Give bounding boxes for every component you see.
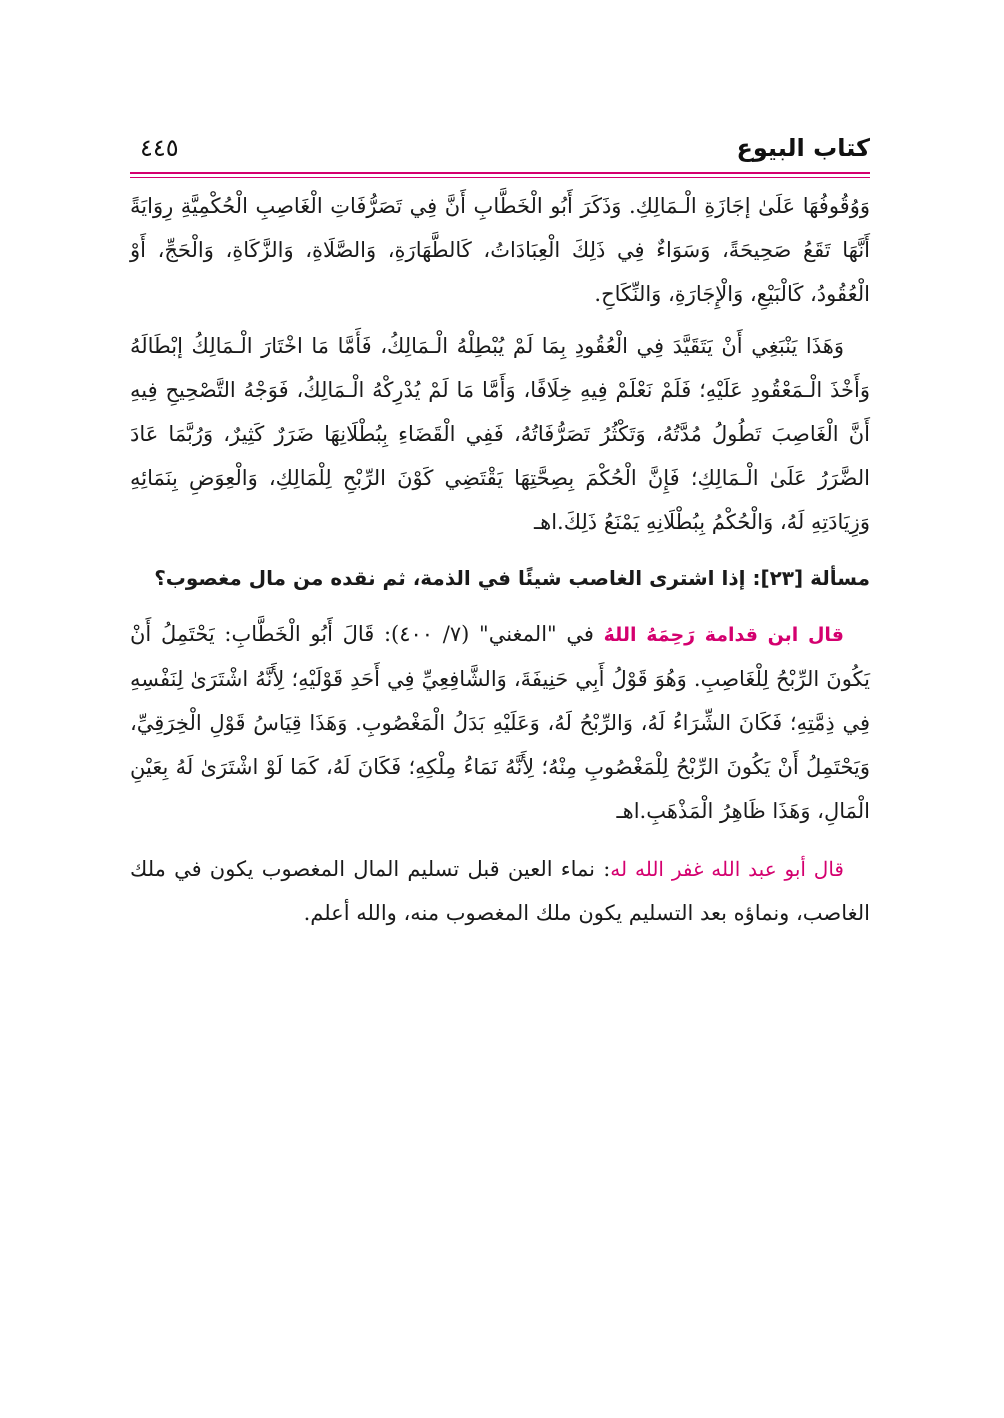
speaker-ibn-qudama: قال ابن قدامة رَحِمَهُ اللهُ (603, 624, 844, 646)
speaker-author: قال أبو عبد الله غفر الله له (610, 857, 844, 881)
page-number: ٤٤٥ (140, 134, 179, 162)
masala-heading: مسألة [٢٣]: إذا اشترى الغاصب شيئًا في الذمة، ثم نقده من مال مغصوب؟ (154, 566, 870, 590)
paragraph-2-text: وَهَذَا يَنْبَغِي أَنْ يَتَقَيَّدَ فِي الْعُقُودِ بِمَا لَمْ يُبْطِلْهُ الْـمَالِكُ، فَأَمَّا مَا اخْتَارَ الْـمَالِكُ إبْطَالَهُ وَأَخْذَ الْـمَعْقُودِ عَلَيْهِ؛ فَلَمْ نَعْلَمْ فِيهِ خِلَافًا، وَأَمَّا مَا لَمْ يُدْرِكْهُ الْـمَالِكُ، فَوَجْهُ التَّصْحِيحِ فِيهِ أَنَّ الْغَاصِبَ تَطُولُ مُدَّتُهُ، وَتَكْثُرُ تَصَرُّفَاتُهُ، فَفِي الْقَضَاءِ بِبُطْلَانِهَا ضَرَرٌ كَثِيرٌ، وَرُبَّمَا عَادَ الضَّرَرُ عَلَىٰ الْـمَالِكِ؛ فَإِنَّ الْحُكْمَ بِصِحَّتِهَا يَقْتَضِي كَوْنَ الرِّبْحِ لِلْمَالِكِ، وَالْعِوَضِ بِنَمَائِهِ وَزِيَادَتِهِ لَهُ، وَالْحُكْمُ بِبُطْلَانِهِ يَمْنَعُ ذَلِكَ.اهـ (130, 334, 870, 534)
paragraph-author-comment (130, 847, 870, 935)
book-page (130, 128, 870, 1308)
paragraph-quote-text: في "المغني" (٧/ ٤٠٠): قَالَ أَبُو الْخَطَّابِ: يَحْتَمِلُ أَنْ يَكُونَ الرِّبْحُ لِلْغَاصِبِ. وَهُوَ قَوْلُ أَبِي حَنِيفَةَ، وَالشَّافِعِيِّ فِي أَحَدِ قَوْلَيْهِ؛ لِأَنَّهُ اشْتَرَىٰ لِنَفْسِهِ فِي ذِمَّتِهِ؛ فَكَانَ الشِّرَاءُ لَهُ، وَالرِّبْحُ لَهُ، وَعَلَيْهِ بَدَلُ الْمَغْصُوبِ. وَهَذَا قِيَاسُ قَوْلِ الْخِرَقِيِّ، وَيَحْتَمِلُ أَنْ يَكُونَ الرِّبْحُ لِلْمَغْصُوبِ مِنْهُ؛ لِأَنَّهُ نَمَاءُ مِلْكِهِ؛ فَكَانَ لَهُ، كَمَا لَوْ اشْتَرَىٰ لَهُ بِعَيْنِ الْمَالِ، وَهَذَا ظَاهِرُ الْمَذْهَبِ.اهـ (130, 622, 870, 823)
page-header (130, 128, 870, 172)
paragraph-quote-ibn-qudama (130, 612, 870, 833)
header-divider (130, 172, 870, 174)
paragraph-author-text: : نماء العين قبل تسليم المال المغصوب يكون في ملك الغاصب، ونماؤه بعد التسليم يكون ملك المغصوب منه، والله أعلم. (130, 857, 870, 925)
header-divider-thin (130, 177, 870, 178)
paragraph-1: وَوُقُوفُهَا عَلَىٰ إجَازَةِ الْـمَالِكِ. وَذَكَرَ أَبُو الْخَطَّابِ أَنَّ فِي تَصَرُّفَاتِ الْغَاصِبِ الْحُكْمِيَّةِ رِوَايَةً أَنَّهَا تَقَعُ صَحِيحَةً، وَسَوَاءٌ فِي ذَلِكَ الْعِبَادَاتُ، كَالطَّهَارَةِ، وَالصَّلَاةِ، وَالزَّكَاةِ، وَالْحَجِّ، أَوْ الْعُقُودُ، كَالْبَيْعِ، وَالْإِجَارَةِ، وَالنِّكَاحِ. (130, 194, 870, 306)
paragraph-2 (130, 324, 870, 544)
book-title: كتاب البيوع (736, 134, 870, 162)
